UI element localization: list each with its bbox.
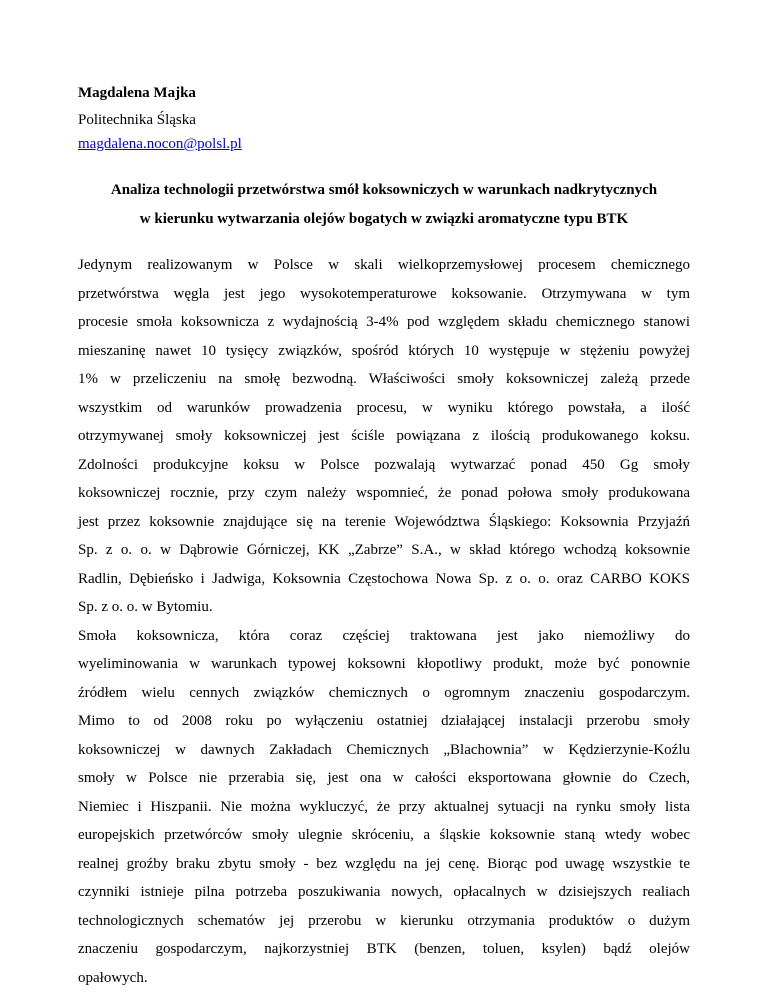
text-line: Zdolności produkcyjne koksu w Polsce pozwalają wytwarzać ponad 450 Gg smoły — [78, 456, 690, 473]
text-line: jest przez koksownie znajdujące się na terenie Województwa Śląskiego: Koksownia Przyjaźń — [78, 513, 690, 530]
text-line: Jedynym realizowanym w Polsce w skali wielkoprzemysłowej procesem chemicznego — [78, 257, 690, 273]
text-line: koksowniczej w dawnych Zakładach Chemicznych „Blachownia” w Kędzierzynie-Koźlu — [78, 741, 690, 758]
text-line: mieszaninę nawet 10 tysięcy związków, spośród których 10 występuje w stężeniu powyżej — [78, 342, 690, 359]
text-line: koksowniczej rocznie, przy czym należy wspomnieć, że ponad połowa smoły produkowana — [78, 485, 690, 501]
text-line: Sp. z o. o. w Bytomiu. — [78, 599, 213, 615]
text-line: źródłem wielu cennych związków chemicznych o ogromnym znaczeniu gospodarczym. — [78, 684, 690, 701]
body-text — [78, 251, 690, 992]
text-line: europejskich przetwórców smoły ulegnie skróceniu, a śląskie koksownie staną wtedy wobec — [78, 827, 690, 843]
text-line: technologicznych schematów jej przerobu w kierunku otrzymania produktów o dużym — [78, 912, 690, 929]
text-line: Radlin, Dębieńsko i Jadwiga, Koksownia Częstochowa Nowa Sp. z o. o. oraz CARBO KOKS — [78, 570, 690, 587]
text-line: wszystkim od warunków prowadzenia procesu, w wyniku którego powstała, a ilość — [78, 399, 690, 416]
text-line: Mimo to od 2008 roku po wyłączeniu ostatniej działającej instalacji przerobu smoły — [78, 713, 690, 729]
document-title — [78, 176, 690, 234]
text-line: Smoła koksownicza, która coraz częściej traktowana jest jako niemożliwy do — [78, 627, 690, 644]
paragraph-2 — [78, 622, 690, 993]
text-line: Niemiec i Hiszpanii. Nie można wykluczyć, że przy aktualnej sytuacji na rynku smoły lista — [78, 798, 690, 815]
text-line: znaczeniu gospodarczym, najkorzystniej BTK (benzen, toluen, ksylen) bądź olejów — [78, 941, 690, 957]
title-line: w kierunku wytwarzania olejów bogatych w związki aromatyczne typu BTK — [139, 211, 629, 227]
text-line: otrzymywanej smoły koksowniczej jest ściśle powiązana z ilością produkowanego koksu. — [78, 428, 690, 444]
author-email-link[interactable]: magdalena.nocon@polsl.pl — [78, 136, 242, 152]
text-line: procesie smoła koksownicza z wydajnością 3-4% pod względem składu chemicznego stanowi — [78, 314, 690, 330]
text-line: 1% w przeliczeniu na smołę bezwodną. Właściwości smoły koksowniczej zależą przede — [78, 371, 690, 387]
text-line: czynniki istnieje pilna potrzeba poszukiwania nowych, opłacalnych w dzisiejszych realiach — [78, 884, 690, 900]
text-line: Sp. z o. o. w Dąbrowie Górniczej, KK „Zabrze” S.A., w skład którego wchodzą koksownie — [78, 542, 690, 558]
text-line: wyeliminowania w warunkach typowej koksowni kłopotliwy produkt, może być ponownie — [78, 656, 690, 672]
text-line: smoły w Polsce nie przerabia się, jest ona w całości eksportowana głownie do Czech, — [78, 770, 690, 786]
text-line: przetwórstwa węgla jest jego wysokotemperaturowe koksowanie. Otrzymywana w tym — [78, 285, 690, 302]
text-line: realnej groźby braku zbytu smoły - bez względu na jej cenę. Biorąc pod uwagę wszystkie te — [78, 855, 690, 872]
title-line: Analiza technologii przetwórstwa smół koksowniczych w warunkach nadkrytycznych — [110, 182, 658, 198]
author-affiliation: Politechnika Śląska — [78, 112, 196, 128]
paragraph-1 — [78, 251, 690, 622]
text-line: opałowych. — [78, 969, 148, 986]
author-name: Magdalena Majka — [78, 85, 196, 101]
